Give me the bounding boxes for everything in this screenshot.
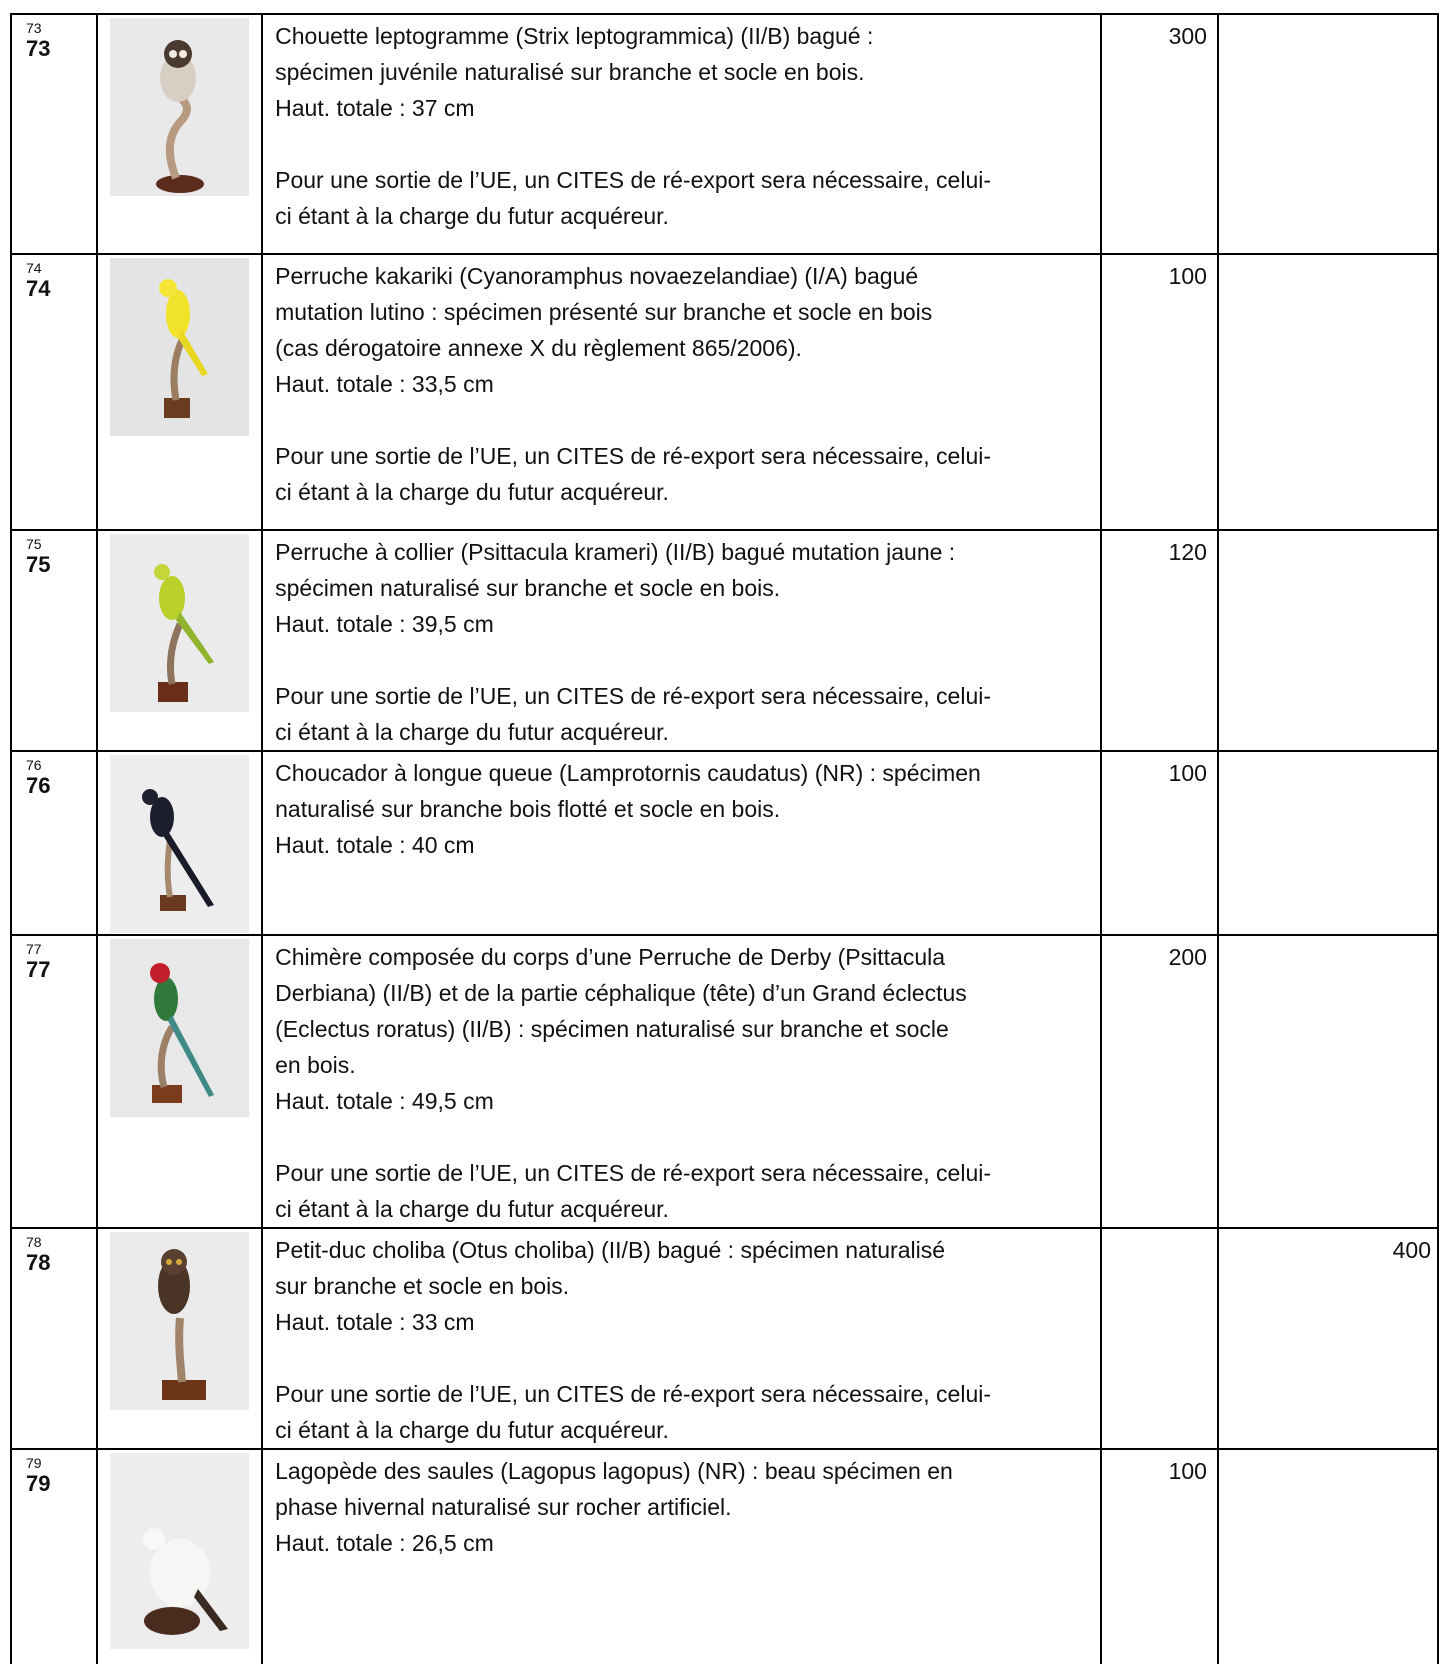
lot-description: Petit-duc choliba (Otus choliba) (II/B) bagué : spécimen naturalisé sur branche et socle en bois. Haut. totale : 33 cm Pour une sortie de l’UE, un CITES de ré-export sera nécessaire, celui- ci étant à la charge du futur acquéreur. (275, 1237, 992, 1443)
lot-result-cell (1218, 530, 1438, 751)
owl-leptogramme-photo (110, 18, 249, 196)
lot-big-number: 76 (26, 773, 51, 798)
lot-small-number: 75 (26, 536, 42, 552)
lot-row (11, 254, 1438, 530)
lot-estimate: 120 (1168, 539, 1207, 565)
lot-description-cell (262, 751, 1101, 935)
lot-estimate-cell (1101, 1449, 1218, 1664)
lot-estimate-cell (1101, 1228, 1218, 1449)
lot-estimate (1102, 1229, 1217, 1232)
lot-description: Perruche à collier (Psittacula krameri) (II/B) bagué mutation jaune : spécimen naturalisé sur branche et socle en bois. Haut. totale : 39,5 cm Pour une sortie de l’UE, un CITES de ré-export sera nécessaire, celui- ci étant à la charge du futur acquéreur. (275, 539, 992, 745)
lot-big-number: 77 (26, 957, 51, 982)
lot-row (11, 14, 1438, 254)
lot-big-number: 74 (26, 276, 51, 301)
lot-table (10, 13, 1439, 1664)
lot-row (11, 1449, 1438, 1664)
lot-description-cell (262, 935, 1101, 1228)
lot-row (11, 935, 1438, 1228)
lot-row (11, 1228, 1438, 1449)
ptarmigan-photo (110, 1453, 249, 1649)
lot-small-number: 74 (26, 260, 42, 276)
lot-image-cell (97, 14, 262, 254)
chimera-parrot-photo (110, 939, 249, 1117)
lot-description: Choucador à longue queue (Lamprotornis caudatus) (NR) : spécimen naturalisé sur branche bois flotté et socle en bois. Haut. totale : 40 cm (275, 760, 981, 858)
lot-result-cell (1218, 1449, 1438, 1664)
scops-owl-photo (110, 1232, 249, 1410)
lot-description: Chimère composée du corps d’une Perruche de Derby (Psittacula Derbiana) (II/B) et de la partie céphalique (tête) d’un Grand éclectus (Eclectus roratus) (II/B) : spécimen naturalisé sur branche et socle en bois. Haut. totale : 49,5 cm Pour une sortie de l’UE, un CITES de ré-export sera nécessaire, celui- ci étant à la charge du futur acquéreur. (275, 944, 992, 1222)
lot-row (11, 530, 1438, 751)
lot-image-cell (97, 1449, 262, 1664)
lot-description: Perruche kakariki (Cyanoramphus novaezelandiae) (I/A) bagué mutation lutino : spécimen présenté sur branche et socle en bois (cas dérogatoire annexe X du règlement 865/2006). Haut. totale : 33,5 cm Pour une sortie de l’UE, un CITES de ré-export sera nécessaire, celui- ci étant à la charge du futur acquéreur. (275, 263, 992, 505)
lot-image-cell (97, 530, 262, 751)
lot-estimate-cell (1101, 530, 1218, 751)
lot-description-cell (262, 254, 1101, 530)
lot-small-number: 79 (26, 1455, 42, 1471)
lot-row (11, 751, 1438, 935)
yellow-kakariki-photo (110, 258, 249, 436)
lot-result-cell (1218, 935, 1438, 1228)
lot-description: Chouette leptogramme (Strix leptogrammica) (II/B) bagué : spécimen juvénile naturalisé sur branche et socle en bois. Haut. totale : 37 cm Pour une sortie de l’UE, un CITES de ré-export sera nécessaire, celui- ci étant à la charge du futur acquéreur. (275, 23, 992, 229)
lot-estimate: 100 (1168, 760, 1207, 786)
lot-small-number: 76 (26, 757, 42, 773)
lot-big-number: 79 (26, 1471, 51, 1496)
ringneck-parakeet-photo (110, 534, 249, 712)
lot-description-cell (262, 1228, 1101, 1449)
glossy-starling-photo (110, 755, 249, 933)
lot-estimate-cell (1101, 254, 1218, 530)
lot-estimate-cell (1101, 935, 1218, 1228)
lot-estimate: 200 (1168, 944, 1207, 970)
lot-result-cell (1218, 751, 1438, 935)
lot-small-number: 77 (26, 941, 42, 957)
lot-description-cell (262, 1449, 1101, 1664)
lot-small-number: 73 (26, 20, 42, 36)
lot-big-number: 75 (26, 552, 51, 577)
lot-estimate: 100 (1168, 263, 1207, 289)
lot-number-cell (11, 1449, 97, 1664)
lot-small-number: 78 (26, 1234, 42, 1250)
lot-estimate: 300 (1168, 23, 1207, 49)
lot-number-cell (11, 530, 97, 751)
lot-image-cell (97, 254, 262, 530)
lot-image-cell (97, 1228, 262, 1449)
lot-estimate-cell (1101, 14, 1218, 254)
lot-result (1219, 752, 1437, 755)
lot-number-cell (11, 751, 97, 935)
lot-estimate: 100 (1168, 1458, 1207, 1484)
lot-result-cell (1218, 254, 1438, 530)
lot-number-cell (11, 14, 97, 254)
lot-result (1219, 531, 1437, 534)
lot-estimate-cell (1101, 751, 1218, 935)
lot-result (1219, 936, 1437, 939)
lot-number-cell (11, 935, 97, 1228)
lot-big-number: 73 (26, 36, 51, 61)
lot-description: Lagopède des saules (Lagopus lagopus) (NR) : beau spécimen en phase hivernal naturalisé sur rocher artificiel. Haut. totale : 26,5 cm (275, 1458, 953, 1556)
lot-number-cell (11, 254, 97, 530)
lot-result: 400 (1392, 1237, 1431, 1263)
lot-result (1219, 255, 1437, 258)
lot-result-cell (1218, 14, 1438, 254)
lot-description-cell (262, 14, 1101, 254)
lot-big-number: 78 (26, 1250, 51, 1275)
lot-image-cell (97, 751, 262, 935)
lot-description-cell (262, 530, 1101, 751)
lot-result (1219, 1450, 1437, 1453)
lot-image-cell (97, 935, 262, 1228)
lot-result-cell (1218, 1228, 1438, 1449)
lot-result (1219, 15, 1437, 18)
lot-number-cell (11, 1228, 97, 1449)
